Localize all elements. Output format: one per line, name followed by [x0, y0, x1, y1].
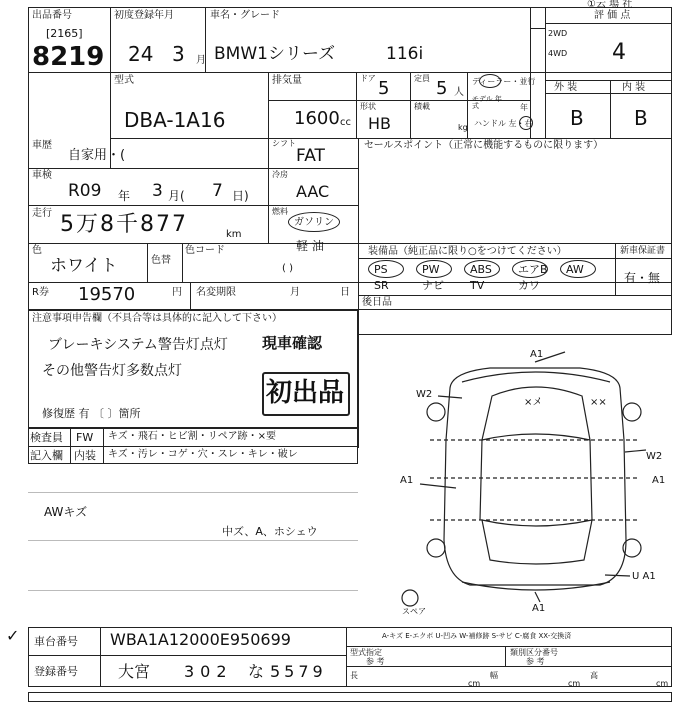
dim-width: 幅 — [490, 671, 498, 680]
equipment-item: エアB — [518, 263, 548, 276]
inspector-l2: 記入欄 — [30, 449, 63, 462]
registration-kana: な — [248, 662, 265, 681]
inspector-fw-items: キズ・飛石・ヒビ割・リペア跡・×要 — [108, 431, 276, 442]
equipment-item: PS — [374, 263, 388, 276]
diagram-a1-left: A1 — [400, 475, 414, 486]
score-value: 4 — [612, 40, 626, 65]
load-unit: kg — [458, 123, 468, 132]
equipment-item: SR — [374, 279, 389, 292]
dim-height: 高 — [590, 671, 598, 680]
handnote-other: 中ズ、A、ホシェウ — [222, 525, 318, 538]
first-reg-month: 3 — [172, 42, 185, 66]
diagram-xx-mid: ×メ — [524, 397, 543, 408]
shape-value: HB — [368, 114, 392, 133]
recycle-unit: 円 — [172, 287, 182, 298]
inspection-label: 車検 — [32, 170, 52, 181]
dim-length-unit: cm — [468, 679, 481, 688]
equipment-item: PW — [422, 263, 440, 276]
repair-history: 修復歴 有 〔 〕箇所 — [42, 407, 141, 420]
registration-region: 大宮 — [118, 662, 151, 681]
model-year-unit: 年 — [520, 103, 528, 112]
model-spec-sub: 参 考 — [366, 657, 385, 666]
diagram-w2-left: W2 — [416, 389, 433, 400]
score-label: 評 価 点 — [594, 10, 631, 21]
later-doc-label: 後日品 — [362, 297, 392, 308]
mileage-label: 走行 — [32, 208, 52, 219]
shift-label: シフト — [272, 139, 296, 148]
history-value: 自家用・( — [68, 148, 126, 163]
registration-label: 登録番号 — [34, 665, 78, 678]
recycle-label: R券 — [32, 287, 49, 298]
lot-code: [2165] — [46, 27, 83, 40]
name-change-month: 月 — [290, 287, 300, 298]
inspection-year-unit: 年 — [118, 189, 131, 203]
interior-value: B — [634, 106, 648, 130]
inspector-l1: 検査員 — [30, 431, 63, 444]
inspector-fw: FW — [76, 431, 94, 444]
fuel-gas: ガソリン — [294, 217, 334, 228]
color-code-label: 色コード — [185, 245, 225, 256]
warranty-label: 新車保証書 — [620, 246, 666, 256]
load-label: 積載 — [414, 102, 430, 111]
fuel-label: 燃料 — [272, 207, 288, 216]
first-reg-month-unit: 月 — [196, 55, 206, 66]
name-change-label: 名変期限 — [196, 287, 236, 298]
notes-stamp-check: 現車確認 — [262, 334, 323, 352]
equipment-item: TV — [470, 279, 485, 292]
import-label: ディーラー・並行 — [472, 77, 536, 86]
notes-line1: ブレーキシステム警告灯点灯 — [48, 337, 228, 353]
notes-line2: その他警告灯多数点灯 — [42, 363, 182, 379]
model-year-label: モデル 年式 — [472, 95, 502, 110]
history-label: 車歴 — [32, 140, 52, 151]
mileage-value: 5万8千877 — [60, 212, 188, 237]
shape-label: 形状 — [360, 102, 376, 111]
doors-value: 5 — [378, 78, 390, 99]
sales-point-label: セールスポイント（正常に機能するものに限ります） — [364, 140, 604, 151]
inspection-month-unit: 月( — [168, 189, 185, 203]
registration-class: 302 — [184, 662, 233, 681]
diagram-a1-right: A1 — [652, 475, 666, 486]
capacity-label: 定員 — [414, 74, 430, 83]
inspector-in: 内装 — [74, 449, 96, 462]
first-reg-year: 24 — [128, 42, 154, 66]
inspection-era: R09 — [68, 181, 102, 201]
doors-label: ドア — [360, 74, 376, 83]
color-label: 色 — [32, 245, 42, 256]
first-reg-label: 初度登録年月 — [114, 10, 174, 21]
chassis-value: WBA1A12000E950699 — [110, 630, 291, 649]
aircon-label: 冷房 — [272, 170, 288, 179]
displacement-label: 排気量 — [272, 75, 302, 86]
class-num-label: 類別区分番号 — [510, 648, 558, 657]
handnote-aw: AWキズ — [44, 505, 88, 519]
handle-label: ハンドル 左・右 — [474, 119, 533, 128]
dim-height-unit: cm — [656, 679, 669, 688]
recycle-value: 19570 — [78, 284, 136, 305]
model-spec-label: 型式指定 — [350, 648, 382, 657]
capacity-value: 5 — [436, 78, 448, 99]
dim-width-unit: cm — [568, 679, 581, 688]
equipment-item: ABS — [470, 263, 492, 276]
fuel-paren: ( ) — [282, 263, 293, 274]
car-name-label: 車名・グレード — [210, 10, 280, 21]
name-change-day: 日 — [340, 287, 350, 298]
exterior-value: B — [570, 106, 584, 130]
car-name: BMW1シリーズ — [214, 44, 336, 64]
inspection-month: 3 — [152, 181, 163, 201]
notes-stamp-first: 初出品 — [266, 378, 345, 408]
displacement-value: 1600 — [294, 108, 340, 129]
drive-2wd: 2WD — [548, 29, 568, 38]
chassis-check: ✓ — [6, 626, 20, 645]
fuel-diesel: 軽 油 — [296, 239, 324, 253]
capacity-unit: 人 — [454, 87, 464, 98]
exterior-label: 外 装 — [554, 82, 578, 93]
notes-label: 注意事項申告欄（不具合等は具体的に記入して下さい） — [32, 313, 282, 324]
equipment-item: AW — [566, 263, 584, 276]
equipment-item: カワ — [518, 279, 540, 292]
lot-label: 出品番号 — [32, 10, 72, 21]
inspection-day-unit: 日) — [232, 189, 249, 203]
model-label: 型式 — [114, 75, 134, 86]
model-value: DBA-1A16 — [124, 108, 226, 132]
diagram-a1-top: A1 — [530, 349, 544, 360]
class-num-sub: 参 考 — [526, 657, 545, 666]
car-grade: 116i — [386, 44, 424, 64]
dim-length: 長 — [350, 671, 358, 680]
diagram-xx-right: ×× — [590, 397, 607, 408]
inspection-day: 7 — [212, 181, 223, 201]
top-right-label: ①云 場 社 — [587, 0, 633, 10]
inspector-in-items: キズ・汚レ・コゲ・穴・スレ・キレ・破レ — [108, 449, 298, 460]
aircon-value: AAC — [296, 182, 330, 201]
diagram-u-right: U A1 — [632, 571, 656, 582]
diagram-w2-right: W2 — [646, 451, 663, 462]
equipment-item: ナビ — [422, 279, 444, 292]
interior-label: 内 装 — [622, 82, 646, 93]
lot-number: 8219 — [32, 42, 105, 72]
warranty-value: 有・無 — [624, 271, 661, 285]
equipment-label: 装備品（純正品に限り○をつけてください） — [368, 246, 567, 257]
drive-4wd: 4WD — [548, 49, 568, 58]
displacement-unit: cc — [340, 117, 351, 128]
diagram-spare: スペア — [402, 607, 426, 616]
shift-value: FAT — [296, 146, 325, 166]
chassis-label: 車台番号 — [34, 635, 78, 648]
diagram-a1-bottom: A1 — [532, 603, 546, 614]
color-value: ホワイト — [50, 256, 118, 276]
damage-legend: A-キズ E-エクボ U-凹み W-補修跡 S-サビ C-腐食 XX-交換済 — [382, 632, 572, 640]
registration-number: 5579 — [270, 662, 327, 681]
color-change-label: 色替 — [151, 255, 171, 266]
mileage-unit: km — [226, 229, 242, 240]
